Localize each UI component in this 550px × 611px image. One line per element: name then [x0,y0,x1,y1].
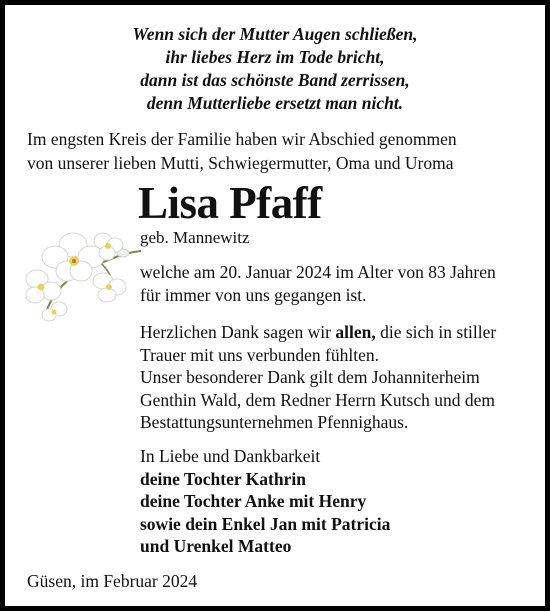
death-notice-line: für immer von uns gegangen ist. [140,284,367,305]
intro-line: Im engsten Kreis der Familie haben wir Abschied genommen [27,129,457,149]
orchid-icon [23,223,141,323]
family-member: und Urenkel Matteo [140,536,292,556]
thanks-line: Bestattungsunternehmen Pfennighaus. [140,412,409,432]
thanks-text: Herzlichen Dank sagen wir [140,322,336,342]
thanks-line: Unser besonderer Dank gilt dem Johanniterheim [140,367,480,387]
intro-line: von unserer lieben Mutti, Schwiegermutter, Oma und Uroma [27,153,454,173]
poem-line: denn Mutterliebe ersetzt man nicht. [146,93,404,113]
poem-line: dann ist das schönste Band zerrissen, [140,70,410,90]
family-member: deine Tochter Kathrin [140,468,306,489]
poem-line: Wenn sich der Mutter Augen schließen, [132,24,418,44]
thanks-paragraph [140,321,540,434]
thanks-line: Genthin Wald, dem Redner Herrn Kutsch und dem [140,389,495,410]
place-date: Güsen, im Februar 2024 [27,571,198,591]
thanks-line: Trauer mit uns verbunden fühlten. [140,344,379,365]
family-intro: In Liebe und Dankbarkeit [140,446,321,466]
memorial-poem [5,23,545,115]
family-member: deine Tochter Anke mit Henry [140,491,367,511]
family-member: sowie dein Enkel Jan mit Patricia [140,513,391,534]
death-notice [140,261,540,306]
death-notice-line: welche am 20. Januar 2024 im Alter von 83 Jahren [140,262,496,282]
deceased-name: Lisa Pfaff [138,178,322,228]
farewell-intro [27,127,537,175]
thanks-first-line [140,321,540,344]
thanks-emphasis: allen, [335,322,376,342]
birth-name: geb. Mannewitz [140,228,250,247]
poem-line: ihr liebes Herz im Tode bricht, [165,47,385,67]
family-signature [140,445,540,558]
thanks-text: die sich in stiller [375,322,497,342]
